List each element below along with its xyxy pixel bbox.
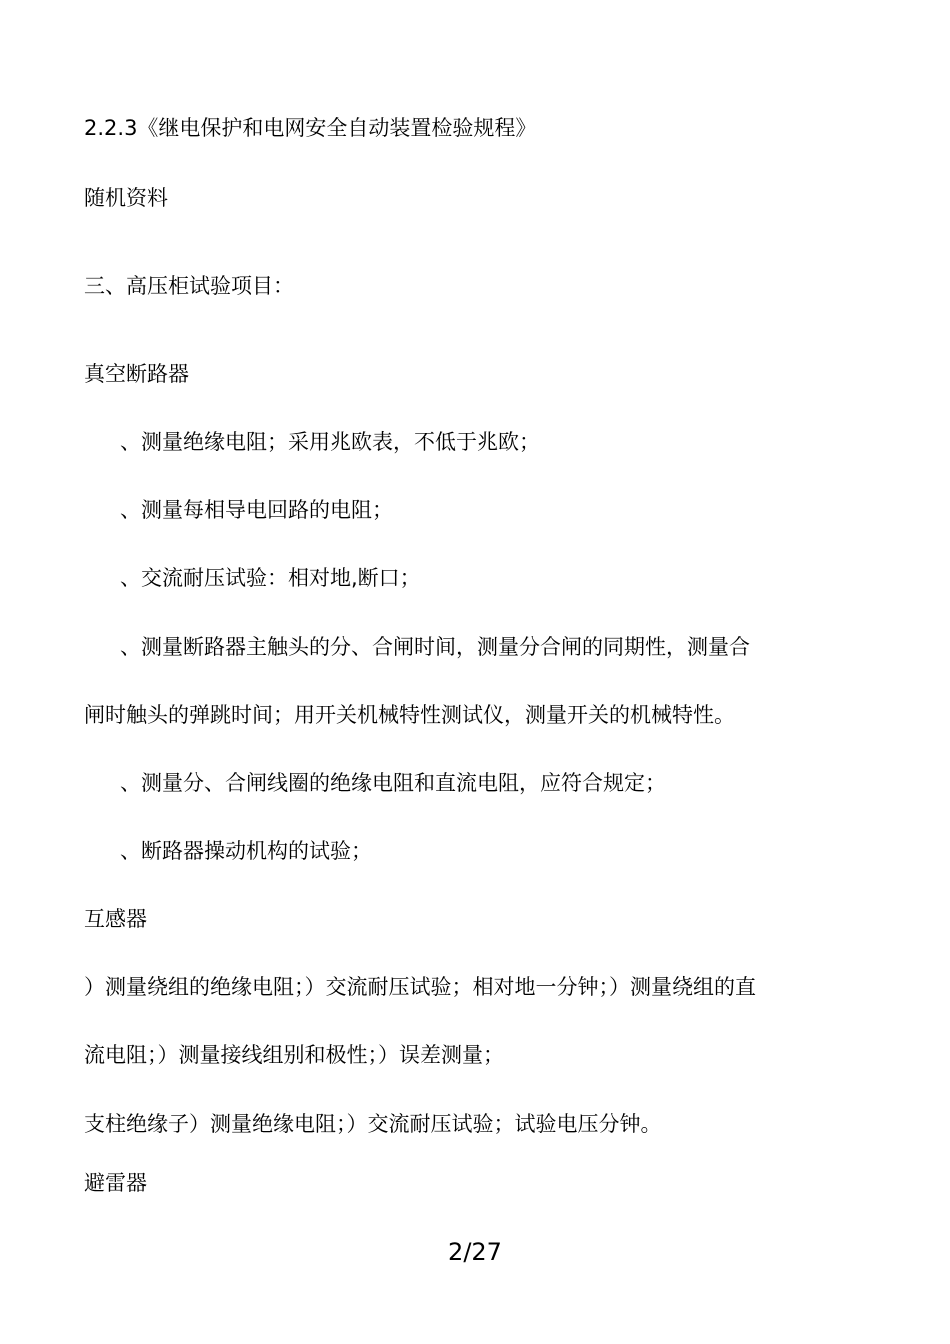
list-item-mechanism-test: 、断路器操动机构的试验；	[120, 839, 372, 863]
subheading-arrester: 避雷器	[84, 1171, 147, 1195]
section-heading-hv-cabinet-tests: 三、高压柜试验项目：	[84, 274, 294, 298]
subheading-vacuum-breaker: 真空断路器	[84, 362, 189, 386]
insulator-tests-line: 支柱绝缘子）测量绝缘电阻；）交流耐压试验；试验电压分钟。	[84, 1112, 662, 1136]
list-item-coil-resistance: 、测量分、合闸线圈的绝缘电阻和直流电阻，应符合规定；	[120, 771, 666, 795]
reference-standard-line: 2.2.3《继电保护和电网安全自动装置检验规程》	[84, 116, 537, 140]
list-item-ac-withstand: 、交流耐压试验：相对地,断口；	[120, 566, 421, 590]
list-item-circuit-resistance: 、测量每相导电回路的电阻；	[120, 498, 393, 522]
page-number: 2/27	[448, 1238, 502, 1266]
list-item-insulation-resistance: 、测量绝缘电阻；采用兆欧表，不低于兆欧；	[120, 430, 540, 454]
transformer-tests-line-2: 流电阻；）测量接线组别和极性；）误差测量；	[84, 1043, 504, 1067]
list-item-timing-test-continued: 闸时触头的弹跳时间；用开关机械特性测试仪，测量开关的机械特性。	[84, 703, 735, 727]
list-item-timing-test: 、测量断路器主触头的分、合闸时间，测量分合闸的同期性，测量合	[120, 635, 750, 659]
subheading-transformer: 互感器	[84, 907, 147, 931]
section-random-docs: 随机资料	[84, 186, 168, 210]
transformer-tests-line-1: ）测量绕组的绝缘电阻；）交流耐压试验；相对地一分钟；）测量绕组的直	[84, 975, 756, 999]
